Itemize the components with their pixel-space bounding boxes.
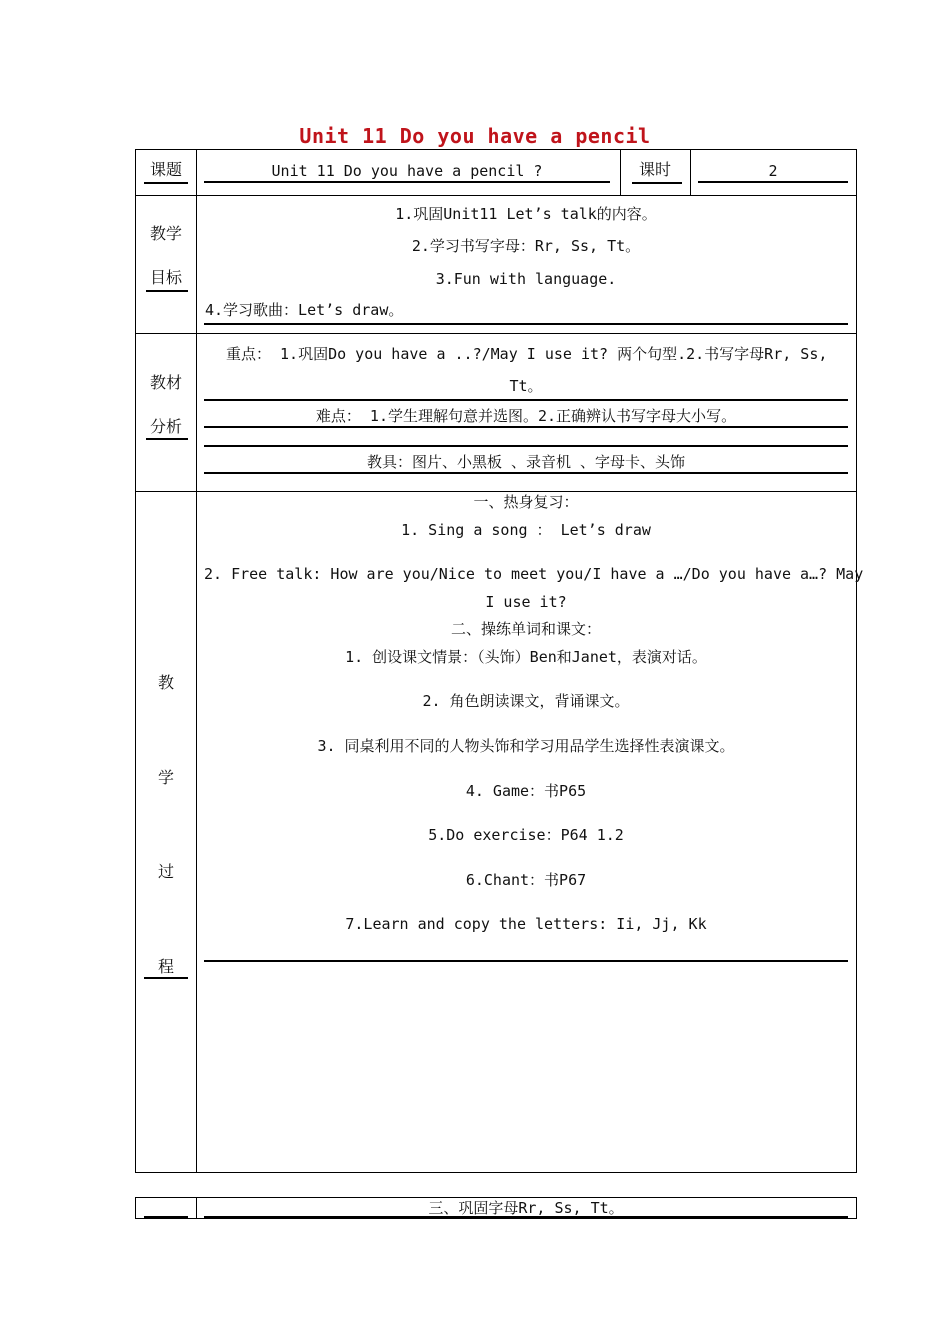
underline (204, 472, 848, 474)
goals-label-1: 教学 (149, 224, 182, 243)
underline (204, 181, 610, 183)
process-label: 过 (157, 862, 174, 881)
process-item: I use it? (485, 593, 567, 611)
topic-value: Unit 11 Do you have a pencil ? (271, 162, 543, 180)
process-label: 学 (157, 768, 174, 787)
underline (204, 1216, 848, 1218)
period-label: 课时 (638, 160, 671, 179)
goal-line: 2.学习书写字母：Rr, Ss, Tt。 (411, 237, 641, 255)
process-label: 程 (157, 957, 174, 976)
analysis-label-2: 分析 (149, 417, 182, 436)
underline (204, 323, 848, 325)
topic-label: 课题 (149, 160, 182, 179)
underline (144, 1216, 188, 1218)
process-step: 2. 角色朗读课文，背诵课文。 (422, 692, 630, 710)
goals-label-2: 目标 (149, 268, 182, 287)
underline (204, 426, 848, 428)
period-value: 2 (768, 162, 778, 180)
underline (698, 181, 848, 183)
underline (144, 977, 188, 979)
process-step: 6.Chant：书P67 (465, 871, 587, 889)
key-points-line: 重点： 1.巩固Do you have a ..?/May I use it? 两个句型.2.书写字母Rr, Ss, (226, 345, 828, 363)
goal-line: 4.学习歌曲：Let’s draw。 (205, 301, 404, 319)
row-divider (135, 195, 857, 196)
document-title: Unit 11 Do you have a pencil (299, 124, 651, 148)
process-label: 教 (157, 673, 174, 692)
section-heading: 三、巩固字母Rr, Ss, Tt。 (428, 1199, 624, 1217)
row-divider (135, 333, 857, 334)
section-heading: 二、操练单词和课文： (450, 620, 601, 638)
key-points-line: Tt。 (509, 377, 543, 395)
teaching-tools: 教具：图片、小黑板 、录音机 、字母卡、头饰 (366, 453, 686, 471)
analysis-label-1: 教材 (149, 373, 182, 392)
process-step: 4. Game：书P65 (465, 782, 587, 800)
goal-line: 3.Fun with language. (435, 270, 617, 288)
table-column-divider (196, 1197, 197, 1219)
difficult-points: 难点： 1.学生理解句意并选图。2.正确辨认书写字母大小写。 (315, 407, 737, 425)
underline (632, 182, 682, 184)
process-step: 5.Do exercise：P64 1.2 (428, 826, 624, 844)
process-item: 1. Sing a song ： Let’s draw (401, 521, 651, 539)
underline (204, 399, 848, 401)
underline (146, 438, 188, 440)
table-column-divider (690, 149, 691, 195)
process-item: 2. Free talk: How are you/Nice to meet you/I have a …/Do you have a…? May (204, 565, 864, 583)
process-step: 3. 同桌利用不同的人物头饰和学习用品学生选择性表演课文。 (317, 737, 735, 755)
table-column-divider (196, 149, 197, 1173)
section-heading: 一、热身复习： (473, 493, 579, 511)
underline (144, 182, 188, 184)
table-column-divider (620, 149, 621, 195)
process-step: 1. 创设课文情景：（头饰）Ben和Janet，表演对话。 (345, 648, 707, 666)
process-step: 7.Learn and copy the letters: Ii, Jj, Kk (345, 915, 707, 933)
underline (204, 960, 848, 962)
underline (146, 290, 188, 292)
goal-line: 1.巩固Unit11 Let’s talk的内容。 (395, 205, 657, 223)
underline (204, 445, 848, 447)
